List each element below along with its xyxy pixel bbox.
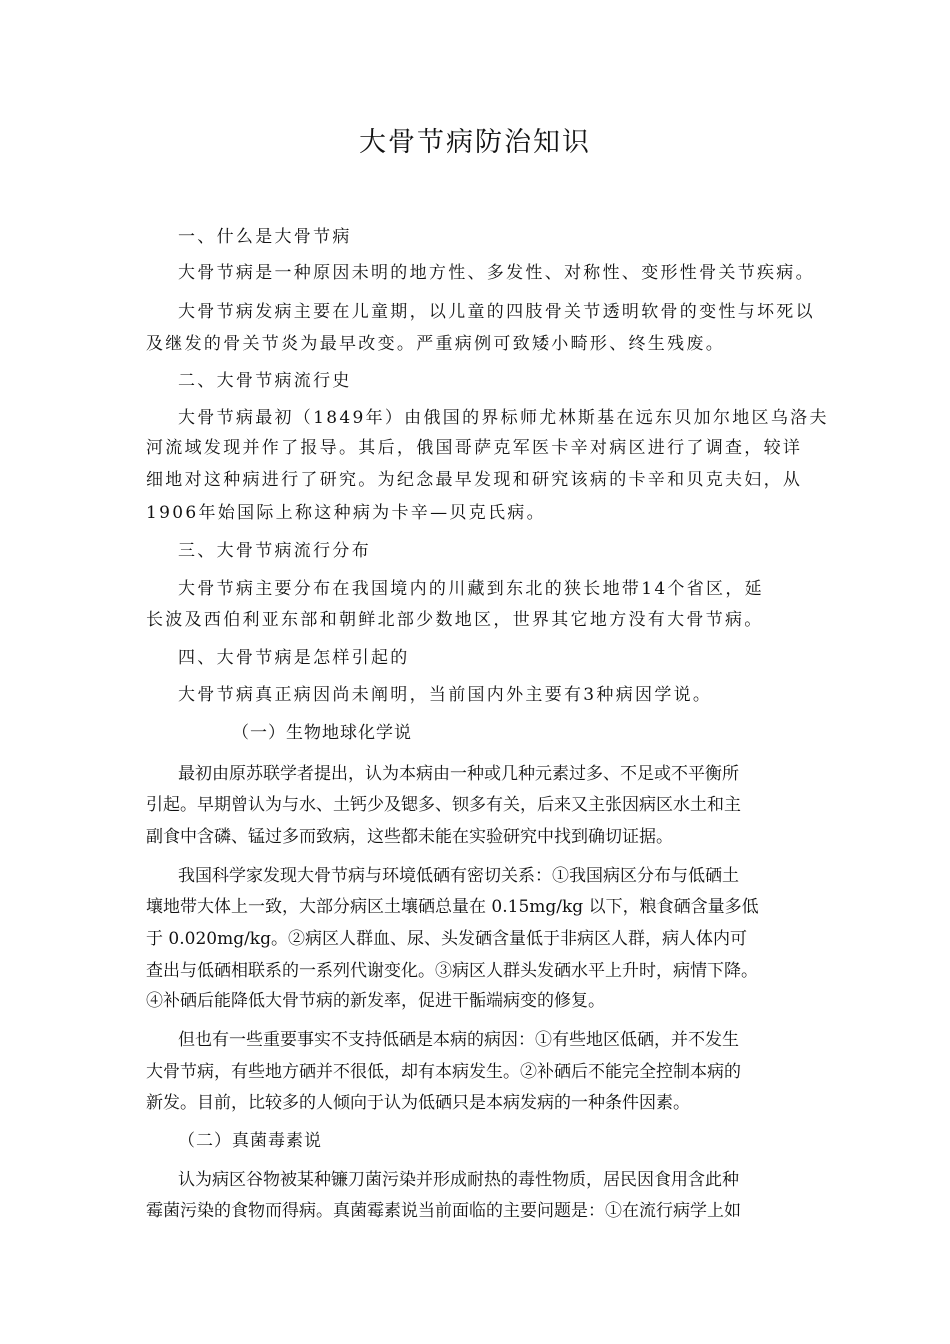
subsection-heading-1: （一）生物地球化学说 — [232, 723, 412, 743]
paragraph-line: 最初由原苏联学者提出，认为本病由一种或几种元素过多、不足或不平衡所 — [178, 764, 739, 784]
paragraph-line: 霉菌污染的食物而得病。真菌霉素说当前面临的主要问题是：①在流行病学上如 — [146, 1201, 741, 1221]
paragraph-line: 河流域发现并作了报导。其后，俄国哥萨克军医卡辛对病区进行了调查，较详 — [146, 438, 803, 458]
paragraph-line: 副食中含磷、锰过多而致病，这些都未能在实验研究中找到确切证据。 — [146, 827, 673, 847]
paragraph-line: 细地对这种病进行了研究。为纪念最早发现和研究该病的卡辛和贝克夫妇，从 — [146, 470, 803, 490]
paragraph-line: 大骨节病最初（1849年）由俄国的界标师尤林斯基在远东贝加尔地区乌洛夫 — [178, 408, 829, 428]
paragraph-line: 壤地带大体上一致，大部分病区土壤硒总量在 0.15mg/kg 以下，粮食硒含量多低 — [146, 897, 759, 917]
section-heading-4: 四、大骨节病是怎样引起的 — [178, 648, 410, 668]
paragraph-line: 1906年始国际上称这种病为卡辛—贝克氏病。 — [146, 503, 546, 523]
paragraph-line: ④补硒后能降低大骨节病的新发率，促进干骺端病变的修复。 — [146, 991, 605, 1011]
paragraph-line: 及继发的骨关节炎为最早改变。严重病例可致矮小畸形、终生残废。 — [146, 334, 725, 354]
paragraph-line: 查出与低硒相联系的一系列代谢变化。③病区人群头发硒水平上升时，病情下降。 — [146, 961, 758, 981]
paragraph-line: 但也有一些重要事实不支持低硒是本病的病因：①有些地区低硒，并不发生 — [178, 1030, 739, 1050]
paragraph-line: 大骨节病主要分布在我国境内的川藏到东北的狭长地带14个省区，延 — [178, 579, 764, 599]
paragraph-line: 新发。目前，比较多的人倾向于认为低硒只是本病发病的一种条件因素。 — [146, 1093, 690, 1113]
section-heading-2: 二、大骨节病流行史 — [178, 371, 352, 391]
subsection-heading-2: （二）真菌毒素说 — [178, 1131, 322, 1151]
paragraph-line: 我国科学家发现大骨节病与环境低硒有密切关系：①我国病区分布与低硒土 — [178, 866, 739, 886]
section-heading-3: 三、大骨节病流行分布 — [178, 541, 371, 561]
paragraph-line: 大骨节病发病主要在儿童期，以儿童的四肢骨关节透明软骨的变性与坏死以 — [178, 302, 815, 322]
paragraph-line: 大骨节病，有些地方硒并不很低，却有本病发生。②补硒后不能完全控制本病的 — [146, 1062, 741, 1082]
paragraph-line: 大骨节病是一种原因未明的地方性、多发性、对称性、变形性骨关节疾病。 — [178, 263, 815, 283]
paragraph-line: 认为病区谷物被某种镰刀菌污染并形成耐热的毒性物质，居民因食用含此种 — [178, 1170, 739, 1190]
document-title: 大骨节病防治知识 — [359, 127, 591, 158]
paragraph-line: 大骨节病真正病因尚未阐明，当前国内外主要有3种病因学说。 — [178, 685, 713, 705]
paragraph-line: 于 0.020mg/kg。②病区人群血、尿、头发硒含量低于非病区人群，病人体内可 — [146, 929, 747, 949]
paragraph-line: 引起。早期曾认为与水、土钙少及锶多、钡多有关，后来又主张因病区水土和主 — [146, 795, 741, 815]
paragraph-line: 长波及西伯利亚东部和朝鲜北部少数地区，世界其它地方没有大骨节病。 — [146, 610, 764, 630]
section-heading-1: 一、什么是大骨节病 — [178, 227, 352, 247]
